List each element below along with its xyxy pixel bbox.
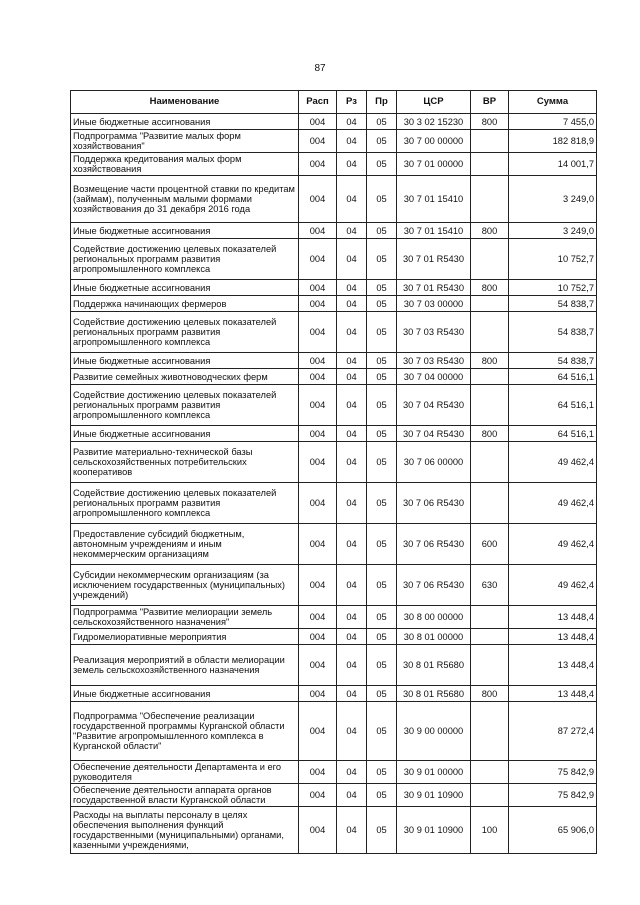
- column-header-csr: ЦСР: [397, 91, 471, 114]
- row-rasp: 004: [299, 524, 337, 565]
- column-header-pr: Пр: [367, 91, 397, 114]
- row-rasp: 004: [299, 369, 337, 385]
- row-sum: 54 838,7: [509, 353, 597, 369]
- row-rz: 04: [337, 239, 367, 280]
- row-csr: 30 7 00 00000: [397, 130, 471, 153]
- row-csr: 30 8 01 R5680: [397, 686, 471, 702]
- table-row: [71, 426, 597, 442]
- row-pr: 05: [367, 761, 397, 784]
- row-vr: [471, 153, 509, 176]
- table-row: [71, 686, 597, 702]
- row-rasp: 004: [299, 702, 337, 761]
- row-name: Иные бюджетные ассигнования: [71, 353, 299, 369]
- row-name: Содействие достижению целевых показателей региональных программ развития агропромышленного комплекса: [71, 239, 299, 280]
- row-csr: 30 8 01 R5680: [397, 645, 471, 686]
- row-rasp: 004: [299, 784, 337, 807]
- row-pr: 05: [367, 369, 397, 385]
- table-row: [71, 784, 597, 807]
- table-row: [71, 629, 597, 645]
- row-vr: 800: [471, 114, 509, 130]
- row-rasp: 004: [299, 353, 337, 369]
- row-sum: 54 838,7: [509, 312, 597, 353]
- row-name: Обеспечение деятельности аппарата органов государственной власти Курганской области: [71, 784, 299, 807]
- row-sum: 75 842,9: [509, 761, 597, 784]
- row-pr: 05: [367, 114, 397, 130]
- row-name: Расходы на выплаты персоналу в целях обеспечения выполнения функций государственными (муниципальными) органами, казенными учреждениями,: [71, 807, 299, 854]
- row-rz: 04: [337, 761, 367, 784]
- row-rz: 04: [337, 385, 367, 426]
- row-rz: 04: [337, 565, 367, 606]
- row-vr: [471, 239, 509, 280]
- row-csr: 30 3 02 15230: [397, 114, 471, 130]
- row-rasp: 004: [299, 239, 337, 280]
- row-rasp: 004: [299, 606, 337, 629]
- row-vr: [471, 176, 509, 223]
- row-rasp: 004: [299, 130, 337, 153]
- row-pr: 05: [367, 524, 397, 565]
- row-csr: 30 7 03 00000: [397, 296, 471, 312]
- table-row: [71, 296, 597, 312]
- row-vr: [471, 385, 509, 426]
- row-vr: [471, 130, 509, 153]
- column-header-sum: Сумма: [509, 91, 597, 114]
- row-pr: 05: [367, 645, 397, 686]
- row-rz: 04: [337, 645, 367, 686]
- row-vr: 800: [471, 686, 509, 702]
- row-csr: 30 7 04 00000: [397, 369, 471, 385]
- row-rz: 04: [337, 686, 367, 702]
- column-header-vr: ВР: [471, 91, 509, 114]
- row-rasp: 004: [299, 280, 337, 296]
- column-header-rz: Рз: [337, 91, 367, 114]
- row-csr: 30 9 01 00000: [397, 761, 471, 784]
- row-csr: 30 8 01 00000: [397, 629, 471, 645]
- row-csr: 30 7 06 00000: [397, 442, 471, 483]
- row-pr: 05: [367, 442, 397, 483]
- row-csr: 30 7 01 00000: [397, 153, 471, 176]
- row-csr: 30 8 00 00000: [397, 606, 471, 629]
- row-rz: 04: [337, 296, 367, 312]
- row-pr: 05: [367, 385, 397, 426]
- row-rasp: 004: [299, 686, 337, 702]
- row-csr: 30 7 04 R5430: [397, 385, 471, 426]
- table-row: [71, 761, 597, 784]
- row-rz: 04: [337, 807, 367, 854]
- row-pr: 05: [367, 565, 397, 606]
- row-name: Подпрограмма "Обеспечение реализации государственной программы Курганской области "Развитие агропромышленного комплекса в Курганской области": [71, 702, 299, 761]
- row-name: Развитие материально-технической базы сельскохозяйственных потребительских кооперативов: [71, 442, 299, 483]
- table-row: [71, 524, 597, 565]
- row-vr: 800: [471, 223, 509, 239]
- row-pr: 05: [367, 153, 397, 176]
- row-vr: [471, 369, 509, 385]
- row-sum: 10 752,7: [509, 280, 597, 296]
- table-row: [71, 312, 597, 353]
- budget-table: [70, 90, 597, 854]
- row-pr: 05: [367, 686, 397, 702]
- row-rz: 04: [337, 483, 367, 524]
- row-pr: 05: [367, 807, 397, 854]
- row-sum: 13 448,4: [509, 686, 597, 702]
- row-rasp: 004: [299, 312, 337, 353]
- table-row: [71, 223, 597, 239]
- table-row: [71, 606, 597, 629]
- row-csr: 30 7 01 R5430: [397, 239, 471, 280]
- row-pr: 05: [367, 176, 397, 223]
- row-csr: 30 9 01 10900: [397, 807, 471, 854]
- row-rz: 04: [337, 524, 367, 565]
- table-row: [71, 442, 597, 483]
- row-pr: 05: [367, 702, 397, 761]
- row-rz: 04: [337, 280, 367, 296]
- row-rz: 04: [337, 442, 367, 483]
- row-name: Содействие достижению целевых показателей региональных программ развития агропромышленного комплекса: [71, 483, 299, 524]
- row-sum: 13 448,4: [509, 606, 597, 629]
- row-sum: 3 249,0: [509, 223, 597, 239]
- row-vr: [471, 442, 509, 483]
- row-sum: 49 462,4: [509, 565, 597, 606]
- row-csr: 30 7 06 R5430: [397, 565, 471, 606]
- row-csr: 30 7 03 R5430: [397, 312, 471, 353]
- row-vr: [471, 761, 509, 784]
- row-vr: [471, 645, 509, 686]
- row-vr: [471, 296, 509, 312]
- table-row: [71, 353, 597, 369]
- row-pr: 05: [367, 312, 397, 353]
- row-rz: 04: [337, 130, 367, 153]
- row-sum: 49 462,4: [509, 483, 597, 524]
- row-rasp: 004: [299, 296, 337, 312]
- row-name: Гидромелиоративные мероприятия: [71, 629, 299, 645]
- row-rz: 04: [337, 426, 367, 442]
- row-rz: 04: [337, 114, 367, 130]
- row-sum: 75 842,9: [509, 784, 597, 807]
- row-sum: 64 516,1: [509, 426, 597, 442]
- row-rz: 04: [337, 629, 367, 645]
- row-sum: 13 448,4: [509, 645, 597, 686]
- row-rasp: 004: [299, 114, 337, 130]
- row-sum: 65 906,0: [509, 807, 597, 854]
- row-rasp: 004: [299, 483, 337, 524]
- row-rasp: 004: [299, 629, 337, 645]
- row-name: Развитие семейных животноводческих ферм: [71, 369, 299, 385]
- table-row: [71, 483, 597, 524]
- row-sum: 182 818,9: [509, 130, 597, 153]
- row-pr: 05: [367, 483, 397, 524]
- table-row: [71, 645, 597, 686]
- row-rz: 04: [337, 223, 367, 239]
- row-vr: 800: [471, 353, 509, 369]
- row-rasp: 004: [299, 761, 337, 784]
- row-rasp: 004: [299, 807, 337, 854]
- table-row: [71, 702, 597, 761]
- row-csr: 30 7 06 R5430: [397, 483, 471, 524]
- row-rasp: 004: [299, 442, 337, 483]
- row-sum: 87 272,4: [509, 702, 597, 761]
- row-pr: 05: [367, 239, 397, 280]
- row-vr: [471, 483, 509, 524]
- row-rz: 04: [337, 784, 367, 807]
- row-name: Обеспечение деятельности Департамента и его руководителя: [71, 761, 299, 784]
- table-row: [71, 176, 597, 223]
- row-rasp: 004: [299, 426, 337, 442]
- row-vr: 800: [471, 426, 509, 442]
- row-pr: 05: [367, 223, 397, 239]
- row-rasp: 004: [299, 565, 337, 606]
- row-sum: 49 462,4: [509, 524, 597, 565]
- row-pr: 05: [367, 426, 397, 442]
- row-vr: 630: [471, 565, 509, 606]
- table-row: [71, 130, 597, 153]
- table-row: [71, 280, 597, 296]
- row-pr: 05: [367, 353, 397, 369]
- row-vr: 800: [471, 280, 509, 296]
- row-csr: 30 7 01 R5430: [397, 280, 471, 296]
- page-number: 87: [314, 63, 326, 74]
- row-name: Субсидии некоммерческим организациям (за исключением государственных (муниципальных) учреждений): [71, 565, 299, 606]
- table-body: [71, 114, 597, 854]
- row-name: Реализация мероприятий в области мелиорации земель сельскохозяйственного назначения: [71, 645, 299, 686]
- row-name: Иные бюджетные ассигнования: [71, 426, 299, 442]
- row-sum: 54 838,7: [509, 296, 597, 312]
- table-row: [71, 807, 597, 854]
- row-sum: 3 249,0: [509, 176, 597, 223]
- row-sum: 64 516,1: [509, 385, 597, 426]
- column-header-rasp: Расп: [299, 91, 337, 114]
- row-rasp: 004: [299, 153, 337, 176]
- row-sum: 49 462,4: [509, 442, 597, 483]
- row-vr: [471, 312, 509, 353]
- row-csr: 30 7 03 R5430: [397, 353, 471, 369]
- row-csr: 30 9 00 00000: [397, 702, 471, 761]
- row-sum: 13 448,4: [509, 629, 597, 645]
- row-rz: 04: [337, 353, 367, 369]
- row-pr: 05: [367, 606, 397, 629]
- row-rasp: 004: [299, 645, 337, 686]
- row-rasp: 004: [299, 176, 337, 223]
- row-rasp: 004: [299, 385, 337, 426]
- row-name: Возмещение части процентной ставки по кредитам (займам), полученным малыми формами хозяйствования до 31 декабря 2016 года: [71, 176, 299, 223]
- row-pr: 05: [367, 296, 397, 312]
- row-name: Иные бюджетные ассигнования: [71, 280, 299, 296]
- row-pr: 05: [367, 130, 397, 153]
- table-row: [71, 369, 597, 385]
- row-sum: 7 455,0: [509, 114, 597, 130]
- table-row: [71, 114, 597, 130]
- row-rz: 04: [337, 702, 367, 761]
- table-row: [71, 239, 597, 280]
- row-rz: 04: [337, 312, 367, 353]
- row-name: Предоставление субсидий бюджетным, автономным учреждениям и иным некоммерческим организациям: [71, 524, 299, 565]
- row-vr: [471, 606, 509, 629]
- row-rz: 04: [337, 369, 367, 385]
- row-name: Подпрограмма "Развитие мелиорации земель сельскохозяйственного назначения": [71, 606, 299, 629]
- row-csr: 30 7 06 R5430: [397, 524, 471, 565]
- row-csr: 30 9 01 10900: [397, 784, 471, 807]
- row-vr: 100: [471, 807, 509, 854]
- row-pr: 05: [367, 629, 397, 645]
- row-vr: [471, 784, 509, 807]
- table-row: [71, 385, 597, 426]
- table-row: [71, 565, 597, 606]
- table-row: [71, 153, 597, 176]
- column-header-name: Наименование: [71, 91, 299, 114]
- row-name: Подпрограмма "Развитие малых форм хозяйствования": [71, 130, 299, 153]
- row-rasp: 004: [299, 223, 337, 239]
- row-name: Иные бюджетные ассигнования: [71, 223, 299, 239]
- row-name: Поддержка кредитования малых форм хозяйствования: [71, 153, 299, 176]
- row-name: Иные бюджетные ассигнования: [71, 114, 299, 130]
- row-rz: 04: [337, 153, 367, 176]
- row-rz: 04: [337, 176, 367, 223]
- row-csr: 30 7 04 R5430: [397, 426, 471, 442]
- row-rz: 04: [337, 606, 367, 629]
- row-sum: 14 001,7: [509, 153, 597, 176]
- row-name: Содействие достижению целевых показателей региональных программ развития агропромышленного комплекса: [71, 312, 299, 353]
- row-sum: 64 516,1: [509, 369, 597, 385]
- row-vr: [471, 702, 509, 761]
- row-vr: [471, 629, 509, 645]
- row-name: Иные бюджетные ассигнования: [71, 686, 299, 702]
- row-sum: 10 752,7: [509, 239, 597, 280]
- row-csr: 30 7 01 15410: [397, 223, 471, 239]
- row-vr: 600: [471, 524, 509, 565]
- row-pr: 05: [367, 280, 397, 296]
- table-header-row: [71, 91, 597, 114]
- row-name: Содействие достижению целевых показателей региональных программ развития агропромышленного комплекса: [71, 385, 299, 426]
- row-pr: 05: [367, 784, 397, 807]
- row-csr: 30 7 01 15410: [397, 176, 471, 223]
- row-name: Поддержка начинающих фермеров: [71, 296, 299, 312]
